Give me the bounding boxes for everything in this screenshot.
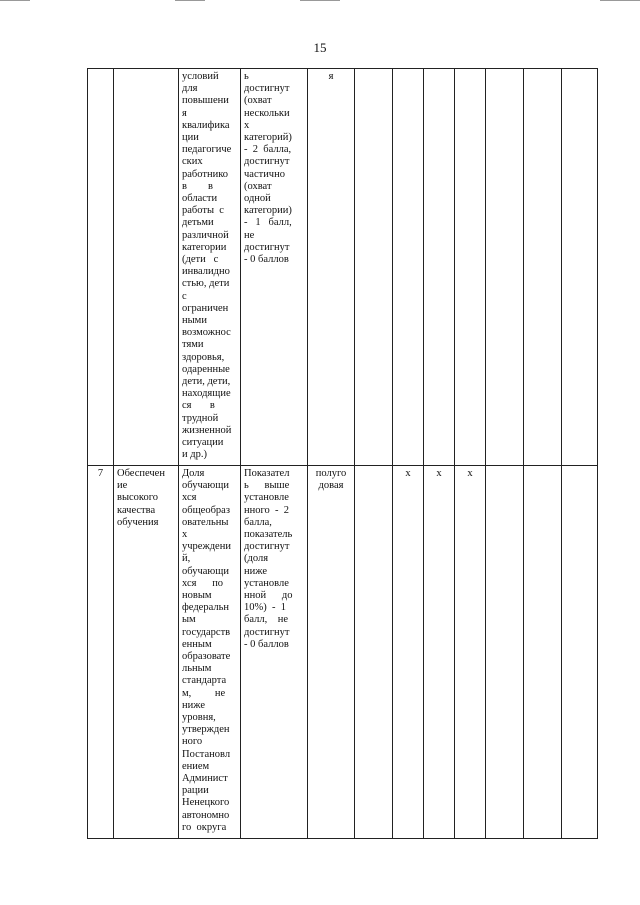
- value-cell: [355, 466, 393, 839]
- indicator-cell: ь достигнут (охват нескольки х категорий) - 2 балла, достигнут частично (охват одной категории) - 1 балл, не достигнут - 0 баллов: [241, 69, 308, 466]
- scan-artifact: [300, 0, 340, 1]
- table-row: [88, 69, 598, 466]
- measure-name-cell: [114, 69, 179, 466]
- value-cell: [486, 466, 524, 839]
- value-cell: [393, 69, 424, 466]
- row-number-cell: 7: [88, 466, 114, 839]
- criterion-cell: Доля обучающи хся общеобраз овательны х учреждени й, обучающи хся по новым федеральн ым государств енным образовате льным стандарта м, не ниже уровня, утвержден ного Постановл ением Админист рации Ненецкого автономно го округа: [179, 466, 241, 839]
- scan-artifact: [0, 0, 30, 1]
- value-cell: [486, 69, 524, 466]
- value-cell: x: [455, 466, 486, 839]
- indicator-cell: Показател ь выше установле нного - 2 балла, показатель достигнут (доля ниже установле нной до 10%) - 1 балл, не достигнут - 0 баллов: [241, 466, 308, 839]
- value-cell: [455, 69, 486, 466]
- period-cell: я: [308, 69, 355, 466]
- criterion-cell: условий для повышени я квалифика ции педагогиче ских работнико в в области работы с детьми различной категории (дети с инвалидно стью, дети с ограничен ными возможнос тями здоровья, одаренные дети, дети, находящие ся в трудной жизненной ситуации и др.): [179, 69, 241, 466]
- value-cell: [562, 466, 598, 839]
- page-number: 15: [313, 40, 327, 55]
- value-cell: x: [393, 466, 424, 839]
- value-cell: [424, 69, 455, 466]
- row-number-cell: [88, 69, 114, 466]
- measure-name-cell: Обеспечен ие высокого качества обучения: [114, 466, 179, 839]
- table-row: [88, 466, 598, 839]
- value-cell: [355, 69, 393, 466]
- criteria-table: [87, 68, 598, 839]
- scan-artifact: [175, 0, 205, 1]
- value-cell: [562, 69, 598, 466]
- value-cell: [524, 466, 562, 839]
- scan-artifact: [600, 0, 640, 1]
- value-cell: [524, 69, 562, 466]
- period-cell: полуго довая: [308, 466, 355, 839]
- value-cell: x: [424, 466, 455, 839]
